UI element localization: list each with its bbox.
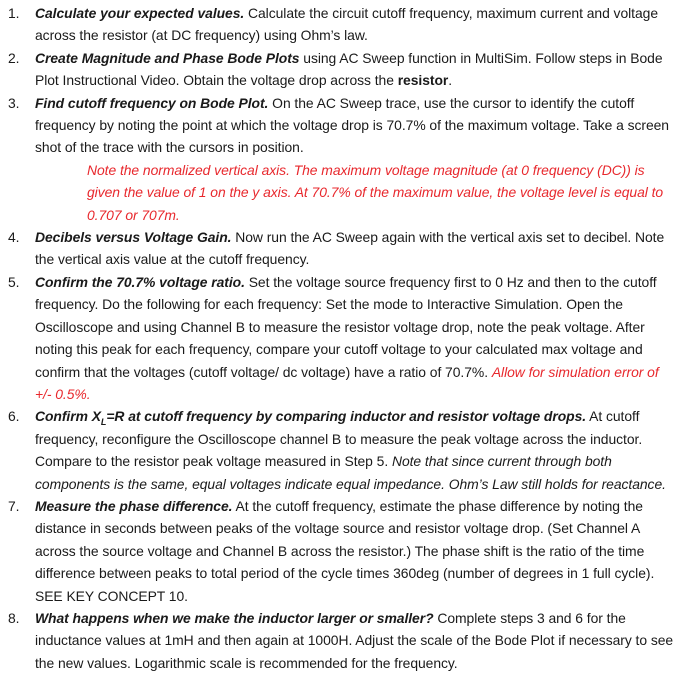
red-tolerance-note: Allow for simulation error of +/- 0.5%.	[35, 363, 659, 402]
step-body: using AC Sweep function in MultiSim. Follow steps in Bode Plot Instructional Video. Obtain the voltage drop across the	[35, 49, 663, 89]
step-body: Set the voltage source frequency first to 0 Hz and then to the cutoff frequency. Do the following for each frequency: Set the mode to Interactive Simulation. Open the Oscilloscope and using Channel B to measure the resistor voltage drop, note the peak voltage. After noting this peak for each frequency, compare your cutoff voltage to your calculated max voltage and confirm that the voltages (cutoff voltage/ dc voltage) have a ratio of 70.7%.	[35, 273, 657, 380]
step-number: 4.	[8, 229, 20, 246]
step-body: Calculate the circuit cutoff frequency, maximum current and voltage across the resistor (at DC frequency) using Ohm’s law.	[35, 5, 658, 44]
list-item-step-6	[8, 405, 677, 495]
step-number: 5.	[8, 273, 20, 290]
step-title: Calculate your expected values.	[35, 5, 245, 21]
step-number: 6.	[8, 408, 20, 425]
step-number: 3.	[8, 94, 20, 111]
step-title: Confirm the 70.7% voltage ratio.	[35, 273, 245, 290]
instruction-list	[8, 2, 677, 674]
step-title: Measure the phase difference.	[35, 497, 233, 514]
red-note: Note the normalized vertical axis. The maximum voltage magnitude (at 0 frequency (DC)) is given the value of 1 on the y axis. At 70.7% of the maximum value, the voltage level is equal to 0.707 or 707m.	[87, 161, 664, 223]
step-tail: .	[448, 72, 453, 89]
step-number: 8.	[8, 609, 20, 626]
step-emphasis: resistor	[397, 72, 449, 89]
step-title: What happens when we make the inductor larger or smaller?	[35, 609, 434, 626]
step-body: At cutoff frequency, reconfigure the Oscilloscope channel B to measure the peak voltage across the inductor. Compare to the resistor peak voltage measured in Step 5.	[35, 408, 643, 470]
step-number: 2.	[8, 49, 20, 66]
list-item-step-1	[8, 2, 677, 47]
subscript-l: L	[100, 417, 107, 428]
step-title: Decibels versus Voltage Gain.	[35, 229, 232, 246]
step-title: Create Magnitude and Phase Bode Plots	[35, 49, 300, 66]
list-item-step-3	[8, 92, 677, 226]
step-body: Now run the AC Sweep again with the vertical axis set to decibel. Note the vertical axis value at the cutoff frequency.	[35, 229, 665, 268]
step-title: Find cutoff frequency on Bode Plot.	[35, 94, 269, 111]
list-item-step-2	[8, 47, 677, 92]
list-item-step-7	[8, 495, 677, 607]
list-item-step-8	[8, 607, 677, 674]
step-title-post: =R at cutoff frequency by comparing inductor and resistor voltage drops.	[106, 408, 587, 425]
list-item-step-4	[8, 226, 677, 271]
step-number: 7.	[8, 497, 20, 514]
step-number: 1.	[8, 5, 20, 21]
step-title-pre: Confirm X	[35, 408, 101, 425]
step-title	[35, 408, 587, 428]
step-body: At the cutoff frequency, estimate the phase difference by noting the distance in seconds between peaks of the voltage source and resistor voltage drop. (Set Channel A across the source voltage and Channel B across the resistor.) The phase shift is the ratio of the time difference between peaks to total period of the cycle times 360deg (number of degrees in 1 full cycle). SEE KEY CONCEPT 10.	[35, 497, 655, 604]
step-body: Complete steps 3 and 6 for the inductance values at 1mH and then again at 1000H. Adjust the scale of the Bode Plot if necessary to see the new values. Logarithmic scale is recommended for the frequency.	[35, 609, 674, 671]
step-body: On the AC Sweep trace, use the cursor to identify the cutoff frequency by noting the point at which the voltage drop is 70.7% of the maximum voltage. Take a screen shot of the trace with the cursors in position.	[35, 94, 669, 156]
italic-note: Note that since current through both components is the same, equal voltages indicate equal impedance. Ohm’s Law still holds for reactance.	[35, 453, 666, 492]
list-item-step-5	[8, 271, 677, 405]
